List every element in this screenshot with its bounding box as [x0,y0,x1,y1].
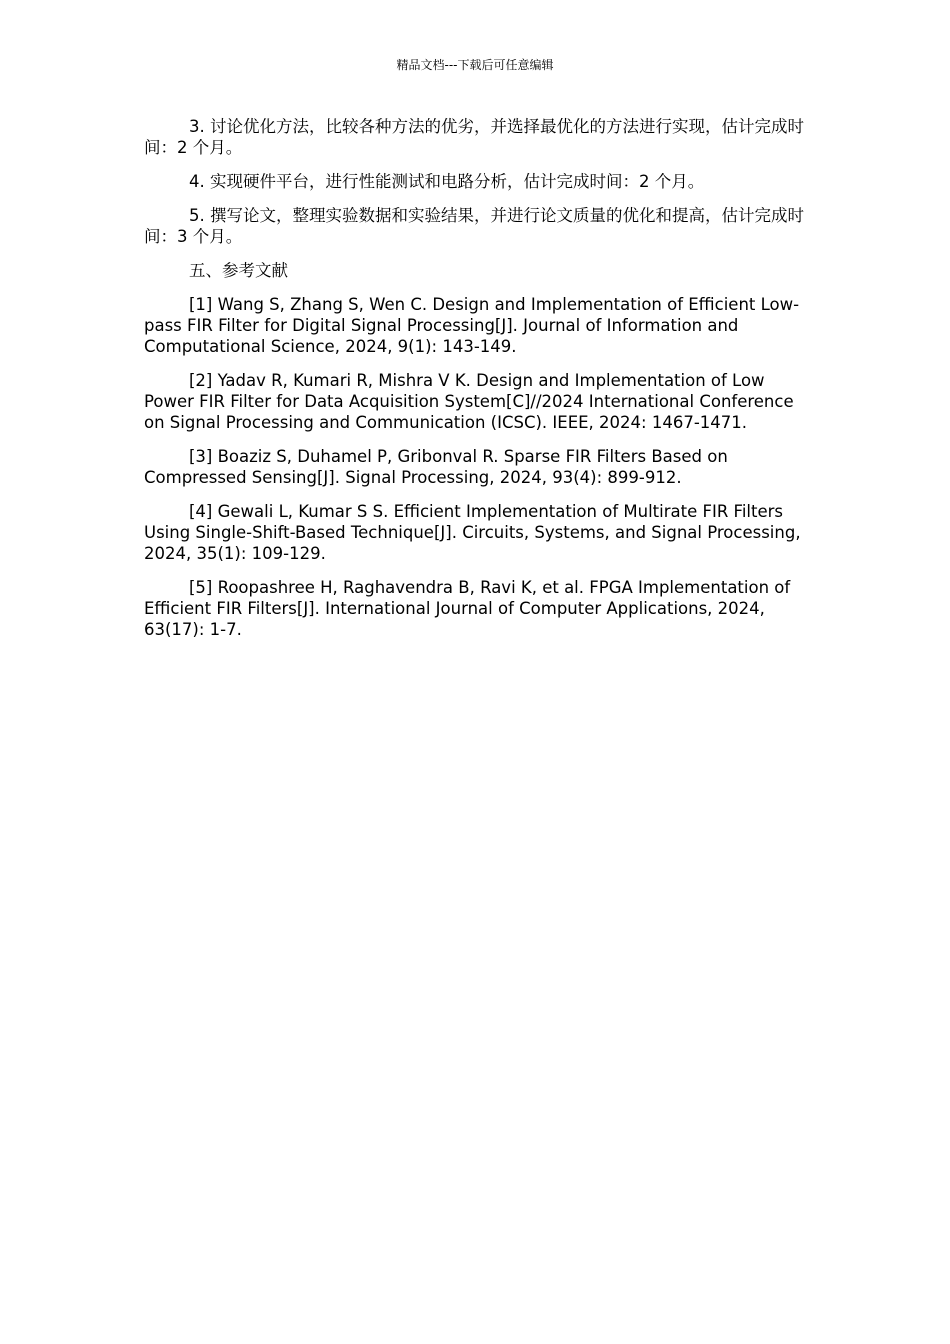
plan-step-3: 3. 讨论优化方法，比较各种方法的优劣，并选择最优化的方法进行实现，估计完成时间：2 个月。 [144,117,804,157]
plan-step-5: 5. 撰写论文，整理实验数据和实验结果，并进行论文质量的优化和提高，估计完成时间：3 个月。 [144,206,804,246]
reference-3: [3] Boaziz S, Duhamel P, Gribonval R. Sparse FIR Filters Based on Compressed Sensing[J]. Signal Processing, 2024, 93(4): 899-912. [144,447,728,487]
reference-2: [2] Yadav R, Kumari R, Mishra V K. Design and Implementation of Low Power FIR Filter for Data Acquisition System[C]//2024 International Conference on Signal Processing and Communication (ICSC). IEEE, 2024: 1467-1471. [144,371,794,432]
document-body [144,116,809,653]
section-heading-references: 五、参考文献 [189,261,288,280]
plan-step-4: 4. 实现硬件平台，进行性能测试和电路分析，估计完成时间：2 个月。 [189,172,705,191]
reference-4: [4] Gewali L, Kumar S S. Efficient Implementation of Multirate FIR Filters Using Single-Shift-Based Technique[J]. Circuits, Systems, and Signal Processing, 2024, 35(1): 109-129. [144,502,801,563]
reference-1: [1] Wang S, Zhang S, Wen C. Design and Implementation of Efficient Low-pass FIR Filter for Digital Signal Processing[J]. Journal of Information and Computational Science, 2024, 9(1): 143-149. [144,295,800,356]
reference-5: [5] Roopashree H, Raghavendra B, Ravi K, et al. FPGA Implementation of Efficient FIR Filters[J]. International Journal of Computer Applications, 2024, 63(17): 1-7. [144,578,791,639]
page-header: 精品文档---下载后可任意编辑 [396,58,554,72]
